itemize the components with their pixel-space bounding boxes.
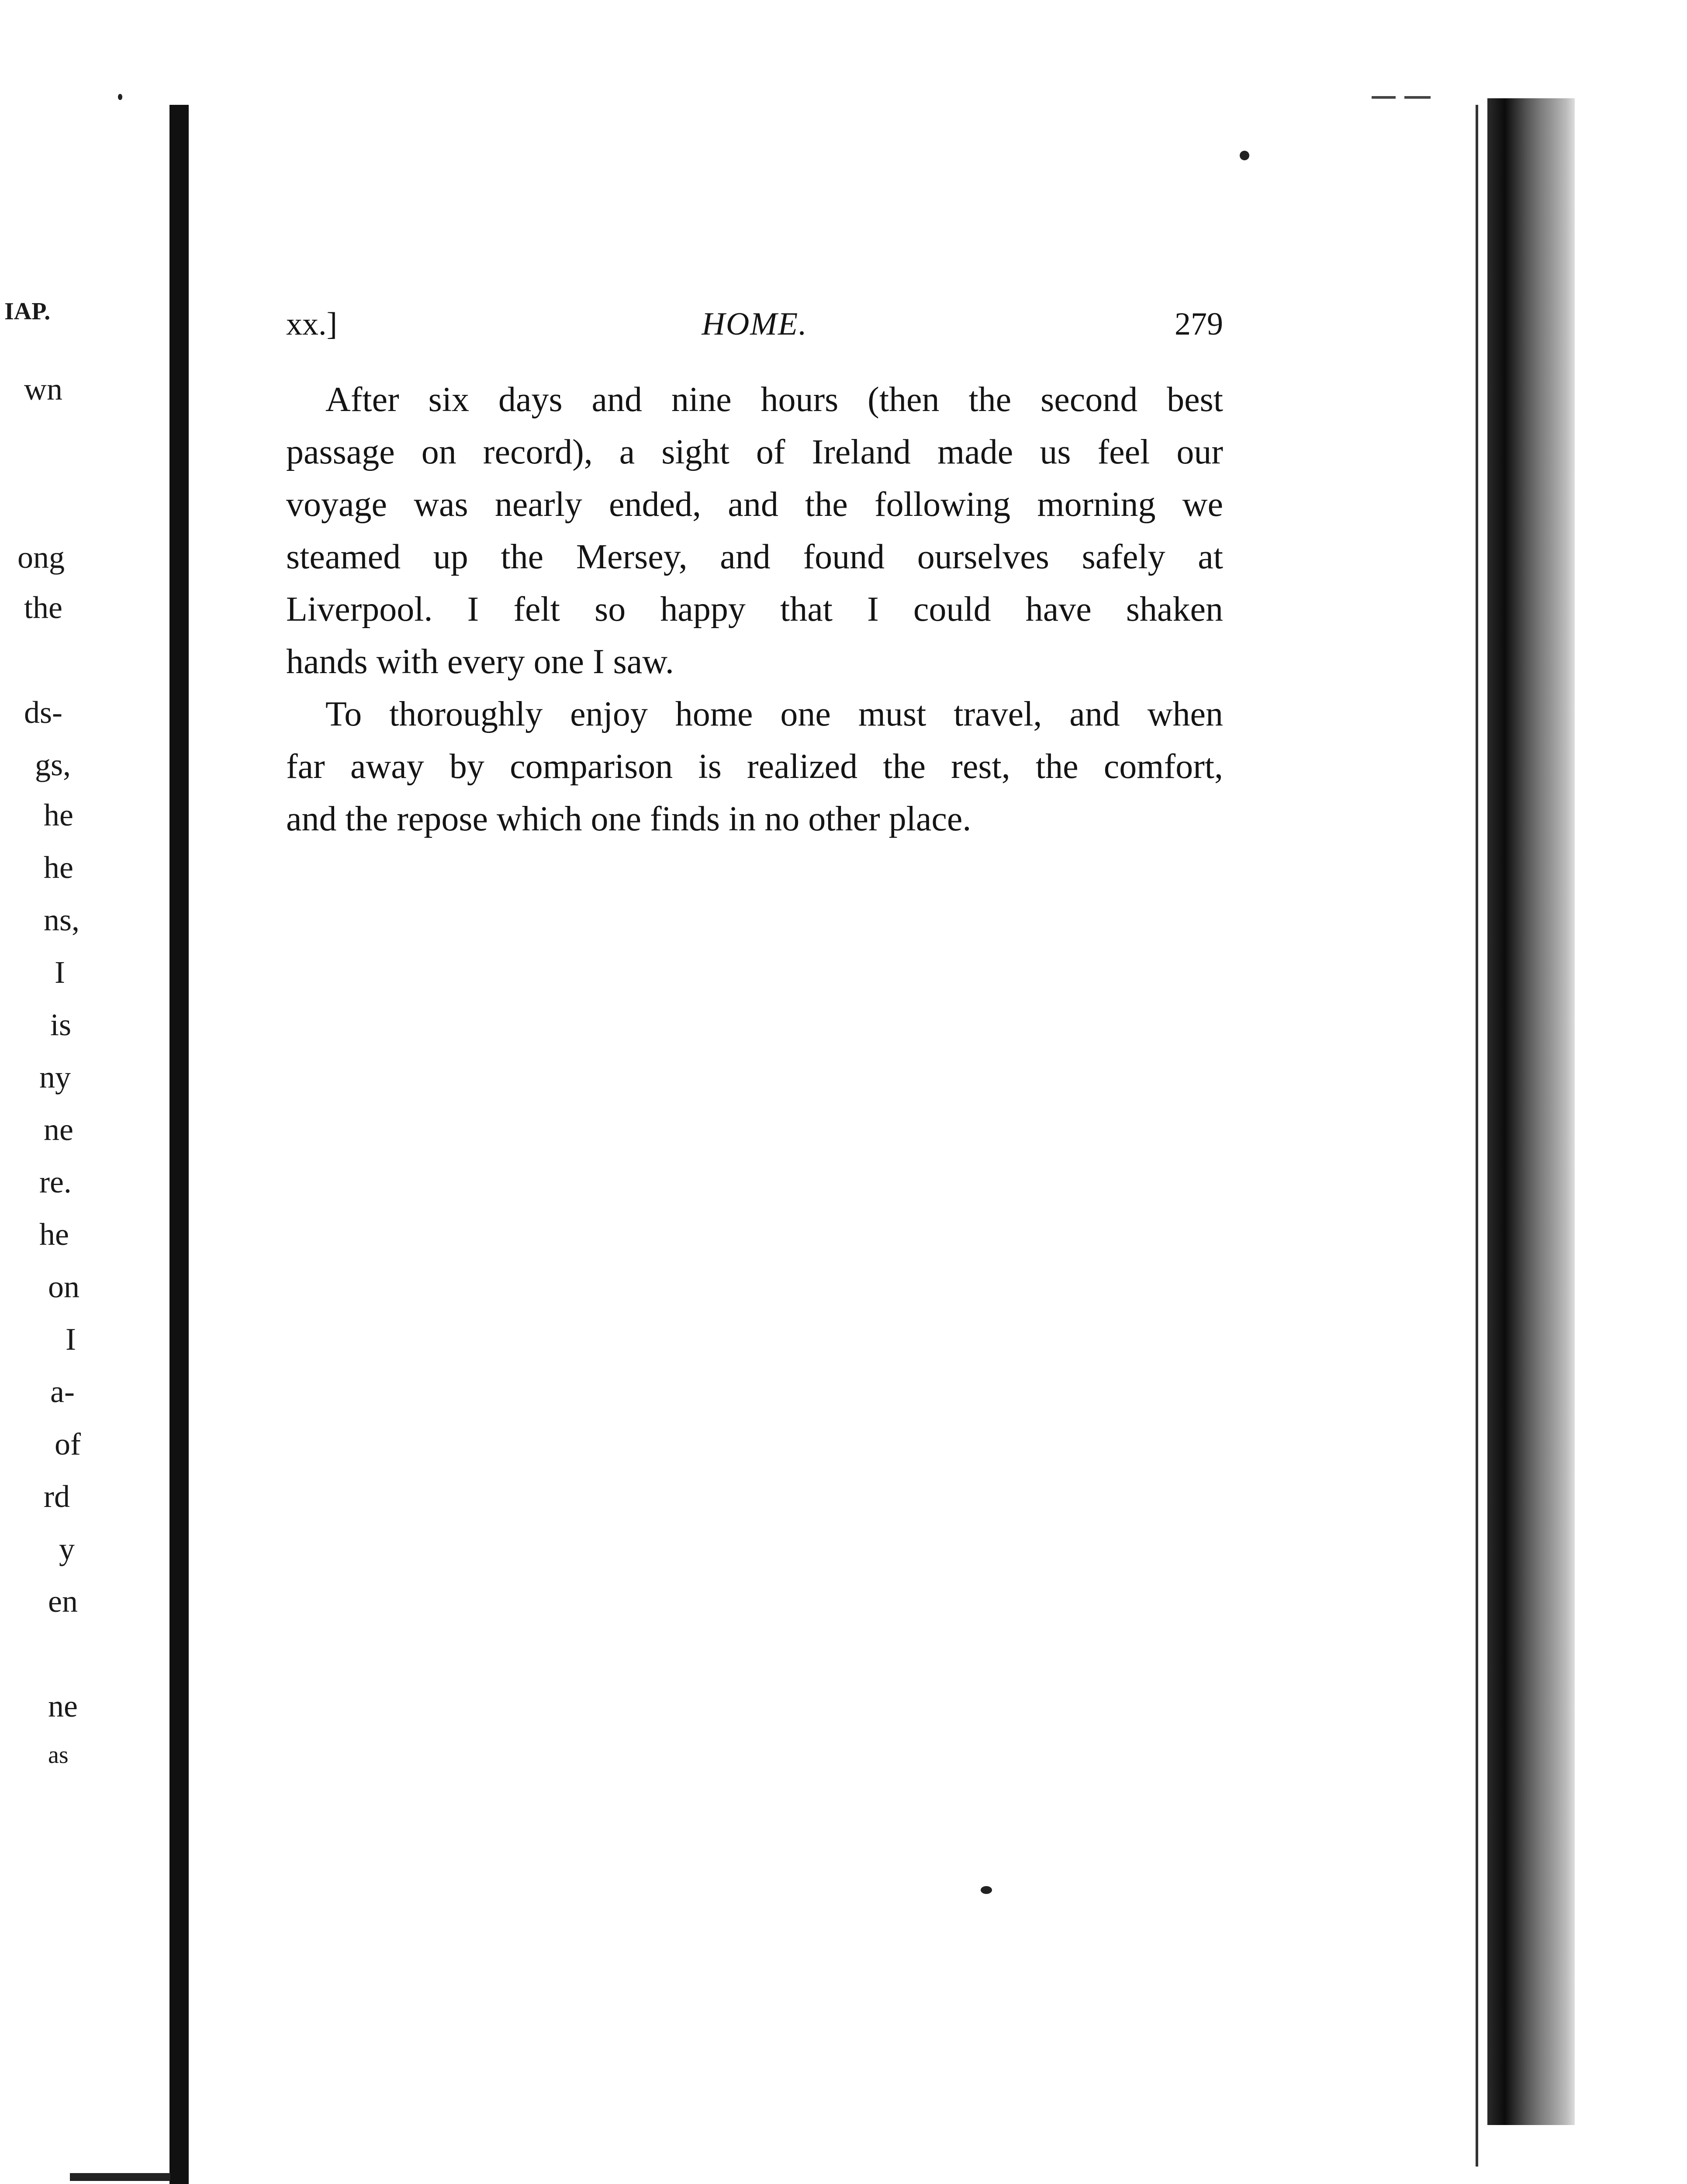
paragraph xyxy=(286,688,1223,845)
fragment-text: ne xyxy=(48,1689,78,1724)
fragment-text: ds- xyxy=(24,695,62,730)
fragment-text: gs, xyxy=(35,747,71,782)
book-edge-shadow xyxy=(1487,98,1575,2125)
ink-speck xyxy=(981,1886,992,1894)
text-line: passage on record), a sight of Ireland made us feel our xyxy=(286,433,1223,471)
text-line: and the repose which one finds in no other place. xyxy=(286,800,971,838)
scan-mark xyxy=(1404,96,1431,99)
text-line: Liverpool. I felt so happy that I could have shaken xyxy=(286,590,1223,629)
fragment-text: a- xyxy=(50,1374,75,1409)
scan-mark xyxy=(1372,96,1396,99)
text-line: steamed up the Mersey, and found ourselves safely at xyxy=(286,538,1223,576)
fragment-text: rd xyxy=(44,1479,70,1514)
fragment-text: as xyxy=(48,1742,69,1769)
previous-page-fragment xyxy=(0,280,131,1808)
fragment-text: ns, xyxy=(44,902,80,937)
fragment-text: is xyxy=(50,1007,72,1042)
fragment-text: y xyxy=(59,1531,75,1566)
fragment-text: wn xyxy=(24,372,62,407)
ink-speck xyxy=(118,94,122,100)
fragment-text: I xyxy=(66,1322,76,1357)
text-line: After six days and nine hours (then the second best xyxy=(325,380,1223,419)
fragment-text: I xyxy=(55,955,65,990)
ink-speck xyxy=(1240,151,1249,160)
gutter-shadow xyxy=(169,105,189,2184)
fragment-text: he xyxy=(44,798,73,833)
text-line: voyage was nearly ended, and the following morning we xyxy=(286,485,1223,524)
fragment-text: ong xyxy=(17,540,65,575)
fragment-text: on xyxy=(48,1269,80,1304)
text-line: far away by comparison is realized the rest, the comfort, xyxy=(286,747,1223,786)
fragment-text: he xyxy=(39,1217,69,1252)
fragment-text: the xyxy=(24,590,62,625)
page-edge-line xyxy=(1476,105,1478,2167)
fragment-text: of xyxy=(55,1427,81,1462)
text-line: hands with every one I saw. xyxy=(286,643,674,681)
fragment-text: IAP. xyxy=(4,298,51,325)
chapter-number: xx.] xyxy=(286,306,338,342)
fragment-text: re. xyxy=(39,1165,72,1199)
fragment-text: he xyxy=(44,850,73,885)
scan-mark xyxy=(70,2173,170,2181)
page-number: 279 xyxy=(1175,306,1223,342)
running-head xyxy=(286,306,1223,349)
text-line: To thoroughly enjoy home one must travel, and when xyxy=(325,695,1223,733)
running-title: HOME. xyxy=(702,306,808,342)
paragraph xyxy=(286,373,1223,688)
fragment-text: en xyxy=(48,1584,78,1619)
body-text xyxy=(286,373,1223,845)
fragment-text: ne xyxy=(44,1112,73,1147)
fragment-text: ny xyxy=(39,1060,71,1095)
